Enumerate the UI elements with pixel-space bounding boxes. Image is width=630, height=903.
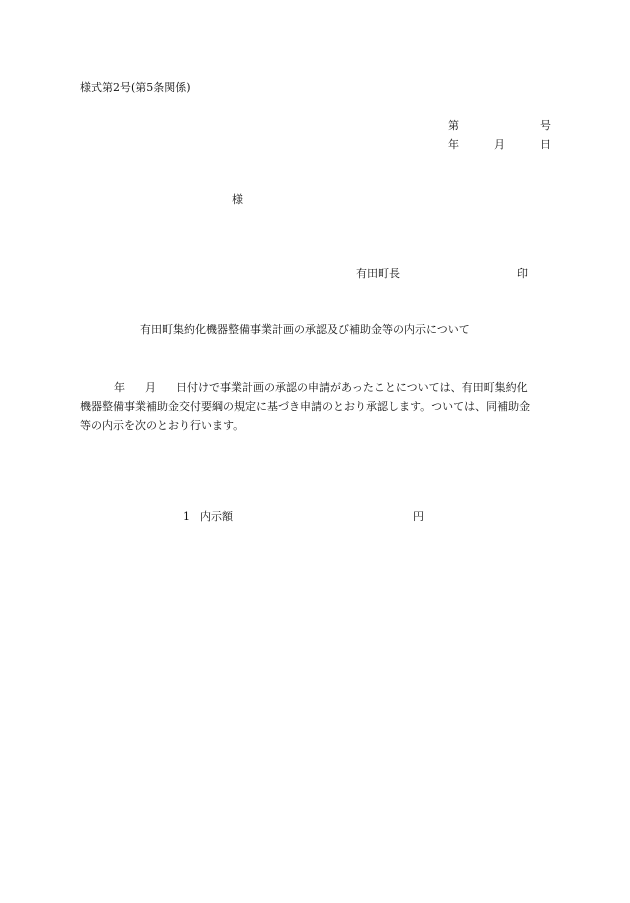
document-title: 有田町集約化機器整備事業計画の承認及び補助金等の内示について xyxy=(140,323,470,336)
date-month-label: 月 xyxy=(494,138,505,151)
body-year-label: 年 xyxy=(114,381,125,394)
item-number: 1 xyxy=(183,510,190,523)
body-month-label: 月 xyxy=(145,381,156,394)
document-number-label: 第 xyxy=(448,119,459,132)
item-unit: 円 xyxy=(413,510,424,523)
item-label: 内示額 xyxy=(200,510,233,523)
form-number: 様式第2号(第5条関係) xyxy=(80,81,191,94)
seal-mark: 印 xyxy=(517,267,528,280)
body-line-2: 機器整備事業補助金交付要綱の規定に基づき申請のとおり承認します。ついては、同補助金 xyxy=(80,400,531,413)
date-day-label: 日 xyxy=(540,138,551,151)
body-line-3: 等の内示を次のとおり行います。 xyxy=(80,419,245,432)
body-paragraph xyxy=(80,378,558,435)
addressee-honorific: 様 xyxy=(232,193,243,206)
body-line-1-text: 日付けで事業計画の承認の申請があったことについては、有田町集約化 xyxy=(176,381,528,394)
document-number-suffix: 号 xyxy=(540,119,551,132)
date-year-label: 年 xyxy=(448,138,459,151)
sender-title: 有田町長 xyxy=(356,267,400,280)
body-line-1 xyxy=(80,378,558,397)
